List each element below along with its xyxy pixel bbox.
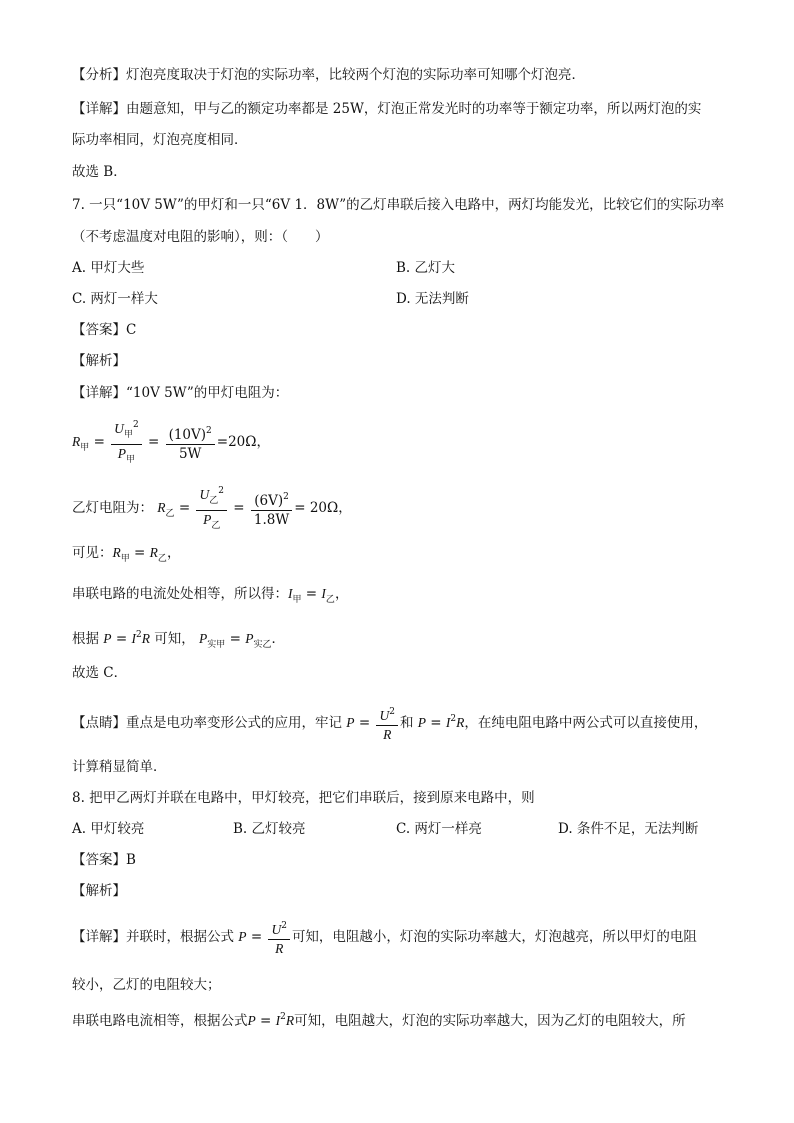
detail-text: “10V 5W”的甲灯电阻为：	[126, 385, 289, 401]
q7-detail-line	[72, 384, 288, 402]
key-point-line-2: 计算稍显简单．	[72, 759, 167, 775]
q8-analysis-tag: 【解析】	[72, 883, 126, 899]
detail-text: 由题意知，甲与乙的额定功率都是 25W，灯泡正常发光时的功率等于额定功率，所以两灯泡的实	[126, 101, 702, 117]
q7-option-c: C. 两灯一样大	[72, 291, 158, 307]
detail-line-2: 际功率相同，灯泡亮度相同．	[72, 132, 248, 148]
answer-tag: 【答案】	[72, 852, 126, 868]
q8-detail-line-2: 较小，乙灯的电阻较大；	[72, 977, 221, 993]
q8-option-a: A. 甲灯较亮	[72, 821, 145, 837]
formula-equal-current: 串联电路的电流处处相等，所以得：$I_甲 = I_乙$，	[72, 586, 349, 605]
detail-tag: 【详解】	[72, 101, 126, 117]
choose-c-line: 故选 C．	[72, 665, 128, 681]
q7-option-d: D. 无法判断	[396, 291, 469, 307]
analysis-tag: 【分析】	[72, 67, 126, 83]
q7-stem-line-1: 7. 一只“10V 5W”的甲灯和一只“6V 1．8W”的乙灯串联后接入电路中，两灯均能发光，比较它们的实际功率	[72, 197, 725, 213]
q8-stem-line: 8. 把甲乙两灯并联在电路中，甲灯较亮，把它们串联后，接到原来电路中，则	[72, 790, 535, 806]
fraction-u-over-p: $\frac{U_乙^2}{P_乙}$	[196, 482, 227, 535]
fraction-u-over-p: $\frac{U_甲^2}{P_甲}$	[111, 416, 142, 469]
detail-tag: 【详解】	[72, 385, 126, 401]
answer-value: B	[126, 852, 136, 868]
analysis-line	[72, 66, 585, 84]
q8-detail-line-3: 串联电路电流相等，根据公式$P = I^2R$可知，电阻越大，灯泡的实际功率越大，因为乙灯的电阻较大，所	[72, 1012, 686, 1029]
formula-equal-resistance: 可见：$R_甲 = R_乙$，	[72, 545, 181, 564]
q7-option-a: A. 甲灯大些	[72, 260, 145, 276]
formula-power: 根据 $P = I^2R$ 可知， $P_{实甲} = P_{实乙}$．	[72, 630, 285, 650]
answer-tag: 【答案】	[72, 322, 126, 338]
q8-option-b: B. 乙灯较亮	[233, 821, 306, 837]
choose-b-line: 故选 B．	[72, 164, 127, 180]
q7-analysis-tag: 【解析】	[72, 353, 126, 369]
detail-line-1	[72, 100, 701, 118]
answer-value: C	[126, 322, 137, 338]
q7-stem-line-2: （不考虑温度对电阻的影响），则：（ ）	[72, 229, 329, 245]
q8-option-d: D. 条件不足，无法判断	[558, 821, 699, 837]
formula-r-yi: 乙灯电阻为： $R_乙$ = $\frac{U_乙^2}{P_乙}$ = $\frac{(6V)^2}{1.8W}$ = 20Ω，	[72, 482, 352, 535]
q8-answer-line	[72, 851, 136, 869]
q7-option-b: B. 乙灯大	[396, 260, 456, 276]
fraction-values: $\frac{(6V)^2}{1.8W}$	[251, 488, 292, 529]
formula-r-jia: $R_甲$ = $\frac{U_甲^2}{P_甲}$ = $\frac{(10V)^2}{5W}$ =20Ω，	[72, 416, 270, 469]
q7-answer-line	[72, 321, 136, 339]
analysis-text: 灯泡亮度取决于灯泡的实际功率，比较两个灯泡的实际功率可知哪个灯泡亮．	[126, 67, 585, 83]
fraction-values: $\frac{(10V)^2}{5W}$	[166, 422, 215, 463]
key-point-line: 【点睛】重点是电功率变形公式的应用，牢记 P = $\frac{U^2}{R}$ 和 $P = I^2R$，在纯电阻电路中两公式可以直接使用，	[72, 697, 707, 745]
q8-detail-line-1: 【详解】并联时，根据公式 P = $\frac{U^2}{R}$ 可知，电阻越小，灯泡的实际功率越大，灯泡越亮，所以甲灯的电阻	[72, 915, 697, 959]
q8-option-c: C. 两灯一样亮	[396, 821, 482, 837]
key-point-tag: 【点睛】	[72, 715, 126, 731]
detail-tag: 【详解】	[72, 929, 126, 945]
